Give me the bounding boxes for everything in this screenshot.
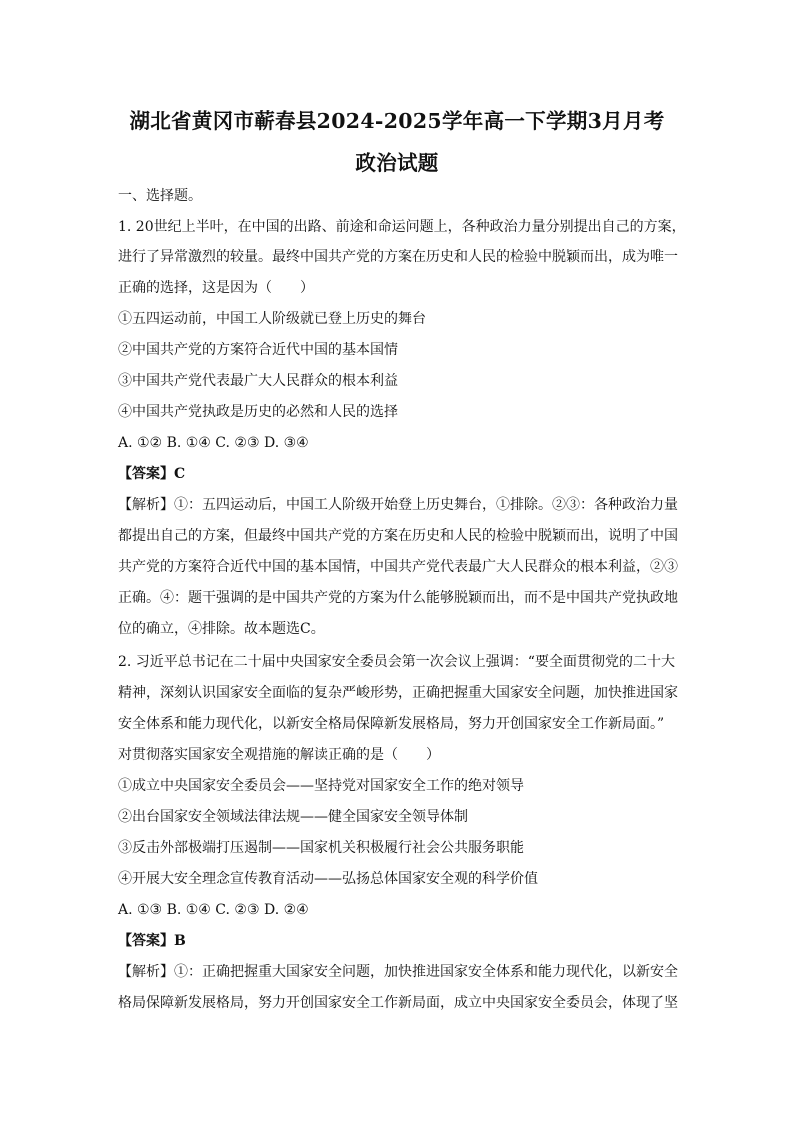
q1-stem-line: 进行了异常激烈的较量。最终中国共产党的方案在历史和人民的检验中脱颖而出，成为唯一 [118,249,678,265]
q1-choices: A. ①② B. ①④ C. ②③ D. ③④ [118,435,309,451]
q1-analysis-line: 位的确立，④排除。故本题选C。 [118,621,325,637]
q1-analysis-line: 都提出自己的方案，但最终中国共产党的方案在历史和人民的检验中脱颖而出，说明了中国 [118,528,678,544]
q2-stem-line: 2. 习近平总书记在二十届中央国家安全委员会第一次会议上强调：“要全面贯彻党的二十大 [118,654,675,670]
q2-option: ②出台国家安全领域法律法规——健全国家安全领导体制 [118,809,468,825]
section-heading: 一、选择题。 [118,188,202,204]
q2-analysis-line: 格局保障新发展格局，努力开创国家安全工作新局面，成立中央国家安全委员会，体现了坚 [118,995,678,1011]
q1-answer: 【答案】C [118,466,186,482]
document-subtitle: 政治试题 [355,151,439,175]
q2-choices: A. ①③ B. ①④ C. ②③ D. ②④ [118,902,309,918]
q1-option: ④中国共产党执政是历史的必然和人民的选择 [118,404,398,420]
document-title: 湖北省黄冈市蕲春县2024-2025学年高一下学期3月月考 [129,109,665,133]
q1-stem-line: 正确的选择，这是因为（ ） [118,280,314,296]
q2-answer: 【答案】B [118,933,186,949]
q2-stem-line: 对贯彻落实国家安全观措施的解读正确的是（ ） [118,747,440,763]
q2-analysis-line: 【解析】①：正确把握重大国家安全问题，加快推进国家安全体系和能力现代化，以新安全 [118,964,678,980]
q1-analysis-line: 【解析】①：五四运动后，中国工人阶级开始登上历史舞台，①排除。②③：各种政治力量 [118,497,678,513]
q2-option: ④开展大安全理念宣传教育活动——弘扬总体国家安全观的科学价值 [118,871,538,887]
q1-analysis-line: 正确。④：题干强调的是中国共产党的方案为什么能够脱颖而出，而不是中国共产党执政地 [118,590,678,606]
q1-analysis-line: 共产党的方案符合近代中国的基本国情，中国共产党代表最广大人民群众的根本利益，②③ [118,559,678,575]
q2-option: ①成立中央国家安全委员会——坚持党对国家安全工作的绝对领导 [118,778,524,794]
q2-stem-line: 精神，深刻认识国家安全面临的复杂严峻形势，正确把握重大国家安全问题，加快推进国家 [118,685,678,701]
q1-option: ③中国共产党代表最广大人民群众的根本利益 [118,373,398,389]
q1-option: ②中国共产党的方案符合近代中国的基本国情 [118,342,398,358]
q2-stem-line: 安全体系和能力现代化，以新安全格局保障新发展格局，努力开创国家安全工作新局面。” [118,716,665,732]
q1-stem-line: 1. 20世纪上半叶，在中国的出路、前途和命运问题上，各种政治力量分别提出自己的方案， [118,219,686,235]
q1-option: ①五四运动前，中国工人阶级就已登上历史的舞台 [118,311,426,327]
q2-option: ③反击外部极端打压遏制——国家机关积极履行社会公共服务职能 [118,840,524,856]
